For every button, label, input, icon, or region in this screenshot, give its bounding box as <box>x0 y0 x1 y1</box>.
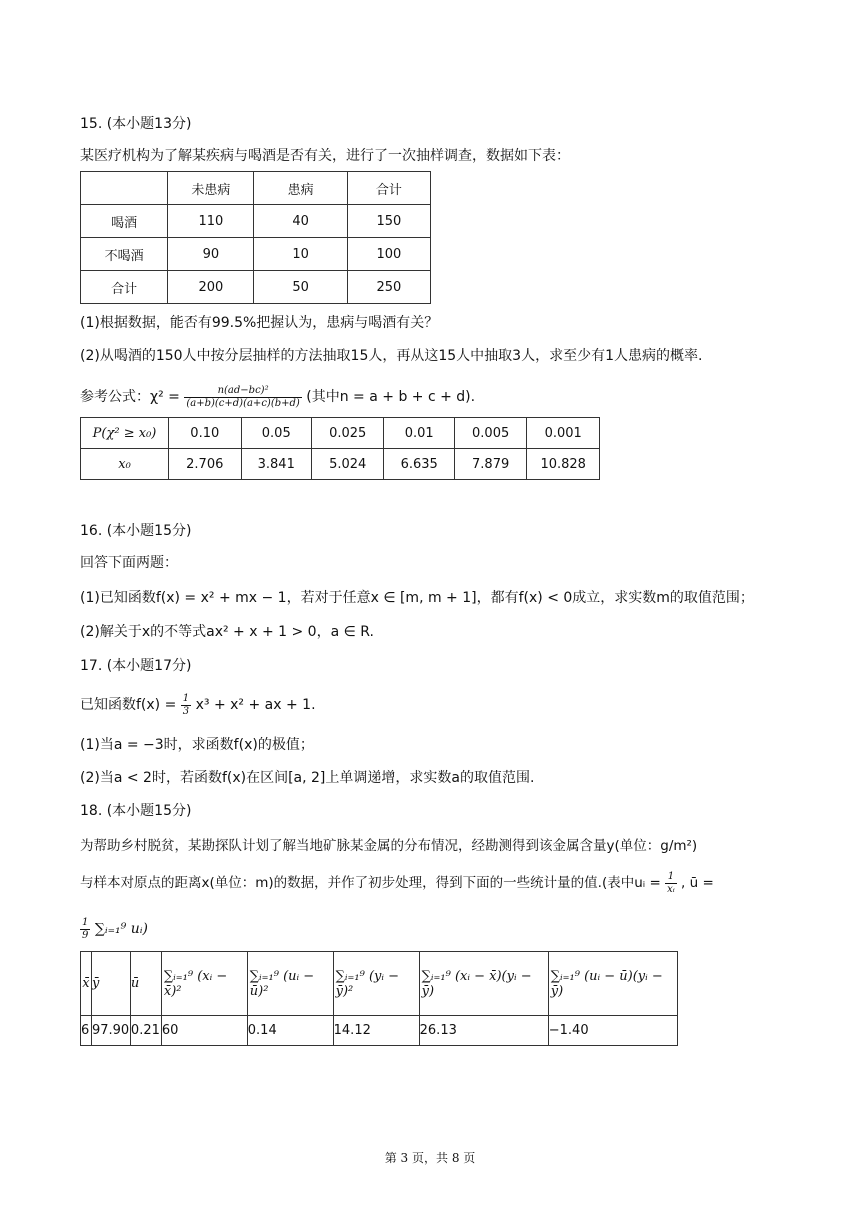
q16-part1: (1)已知函数f(x) = x² + mx − 1，若对于任意x ∈ [m, m + 1]，都有f(x) < 0成立，求实数m的取值范围； <box>80 590 754 606</box>
table-cell: 60 <box>161 1016 247 1046</box>
table-cell: 0.10 <box>169 418 241 449</box>
q18-line3 <box>80 914 148 944</box>
line3-post: ∑ᵢ₌₁⁹ uᵢ) <box>94 921 148 937</box>
table-header-cell: 患病 <box>254 172 347 205</box>
table-cell: 6 <box>81 1016 92 1046</box>
table-cell: 10 <box>254 238 347 271</box>
table-cell: 250 <box>347 271 430 304</box>
table-cell: −1.40 <box>548 1016 677 1046</box>
table-cell: 5.024 <box>311 449 383 480</box>
q15-part1: (1)根据数据，能否有99.5%把握认为，患病与喝酒有关？ <box>80 315 439 331</box>
q16-part2: (2)解关于x的不等式ax² + x + 1 > 0，a ∈ R. <box>80 624 374 640</box>
table-cell: 110 <box>168 205 254 238</box>
table-header-cell: ȳ <box>91 952 130 1016</box>
q16-intro: 回答下面两题： <box>80 555 178 571</box>
table-cell: 2.706 <box>169 449 241 480</box>
line2-pre: 与样本对原点的距离x(单位：m)的数据，并作了初步处理，得到下面的一些统计量的值.(表中uᵢ = <box>80 875 666 891</box>
table-cell: 0.005 <box>454 418 526 449</box>
fraction-numerator: n(ad−bc)² <box>184 385 301 398</box>
fraction-denominator: (a+b)(c+d)(a+c)(b+d) <box>186 397 300 409</box>
formula-prefix: 参考公式：χ² = <box>80 389 185 405</box>
table-header-cell: ∑ᵢ₌₁⁹ (yᵢ − ȳ)² <box>333 952 419 1016</box>
q15-intro: 某医疗机构为了解某疾病与喝酒是否有关，进行了一次抽样调查，数据如下表： <box>80 148 570 164</box>
table-cell: 不喝酒 <box>81 238 168 271</box>
table-cell: 0.025 <box>311 418 383 449</box>
table-cell: 90 <box>168 238 254 271</box>
table-cell: 10.828 <box>527 449 600 480</box>
table-cell: P(χ² ≥ x₀) <box>81 418 169 449</box>
q15-contingency-table <box>80 171 431 304</box>
table-header-cell <box>81 172 168 205</box>
table-cell: 14.12 <box>333 1016 419 1046</box>
intro-pre: 已知函数f(x) = <box>80 697 181 713</box>
page-footer: 第 3 页，共 8 页 <box>384 1151 476 1165</box>
table-header-cell: x̄ <box>81 952 92 1016</box>
table-cell: 6.635 <box>384 449 454 480</box>
q18-heading: 18. (本小题15分) <box>80 803 192 819</box>
line2-post: , ū = <box>681 875 714 891</box>
fraction-numerator: 1 <box>665 871 677 884</box>
table-cell: 喝酒 <box>81 205 168 238</box>
q18-statistics-table <box>80 951 678 1046</box>
table-cell: 100 <box>347 238 430 271</box>
table-cell: 0.14 <box>247 1016 333 1046</box>
table-cell: 0.01 <box>384 418 454 449</box>
one-ninth-fraction <box>80 917 90 942</box>
table-header-cell: ∑ᵢ₌₁⁹ (uᵢ − ū)(yᵢ − ȳ) <box>548 952 677 1016</box>
q18-line2 <box>80 868 714 898</box>
table-header-cell: ∑ᵢ₌₁⁹ (xᵢ − x̄)² <box>161 952 247 1016</box>
table-cell: 合计 <box>81 271 168 304</box>
table-cell: x₀ <box>81 449 169 480</box>
table-header-cell: ū <box>130 952 161 1016</box>
fraction-denominator: xᵢ <box>667 883 675 895</box>
q15-formula <box>80 382 475 412</box>
table-cell: 0.21 <box>130 1016 161 1046</box>
q15-part2: (2)从喝酒的150人中按分层抽样的方法抽取15人，再从这15人中抽取3人，求至少有1人患病的概率. <box>80 348 703 364</box>
table-cell: 0.05 <box>241 418 311 449</box>
q17-heading: 17. (本小题17分) <box>80 658 192 674</box>
fraction-numerator: 1 <box>182 692 190 704</box>
q16-heading: 16. (本小题15分) <box>80 523 192 539</box>
table-cell: 200 <box>168 271 254 304</box>
q18-line1: 为帮助乡村脱贫，某勘探队计划了解当地矿脉某金属的分布情况，经勘测得到该金属含量y(单位：g/m²) <box>80 838 698 854</box>
fraction-numerator: 1 <box>82 916 89 928</box>
table-header-cell: ∑ᵢ₌₁⁹ (xᵢ − x̄)(yᵢ − ȳ) <box>419 952 548 1016</box>
one-third-fraction <box>181 693 191 718</box>
table-cell: 50 <box>254 271 347 304</box>
q15-critical-value-table <box>80 417 600 480</box>
table-cell: 3.841 <box>241 449 311 480</box>
table-header-cell: 合计 <box>347 172 430 205</box>
q17-part2: (2)当a < 2时，若函数f(x)在区间[a, 2]上单调递增，求实数a的取值范围. <box>80 770 535 786</box>
intro-post: x³ + x² + ax + 1. <box>195 697 316 713</box>
fraction-denominator: 9 <box>82 929 89 941</box>
q15-heading: 15. (本小题13分) <box>80 116 192 132</box>
table-cell: 26.13 <box>419 1016 548 1046</box>
table-cell: 97.90 <box>91 1016 130 1046</box>
fraction-denominator: 3 <box>182 705 190 717</box>
q17-part1: (1)当a = −3时，求函数f(x)的极值； <box>80 737 314 753</box>
table-header-cell: ∑ᵢ₌₁⁹ (uᵢ − ū)² <box>247 952 333 1016</box>
formula-suffix: (其中n = a + b + c + d). <box>306 389 476 405</box>
table-cell: 7.879 <box>454 449 526 480</box>
table-cell: 0.001 <box>527 418 600 449</box>
u-definition-fraction <box>665 871 677 896</box>
table-header-cell: 未患病 <box>168 172 254 205</box>
q17-intro <box>80 690 316 720</box>
chi-square-fraction <box>184 385 301 410</box>
table-cell: 40 <box>254 205 347 238</box>
table-cell: 150 <box>347 205 430 238</box>
